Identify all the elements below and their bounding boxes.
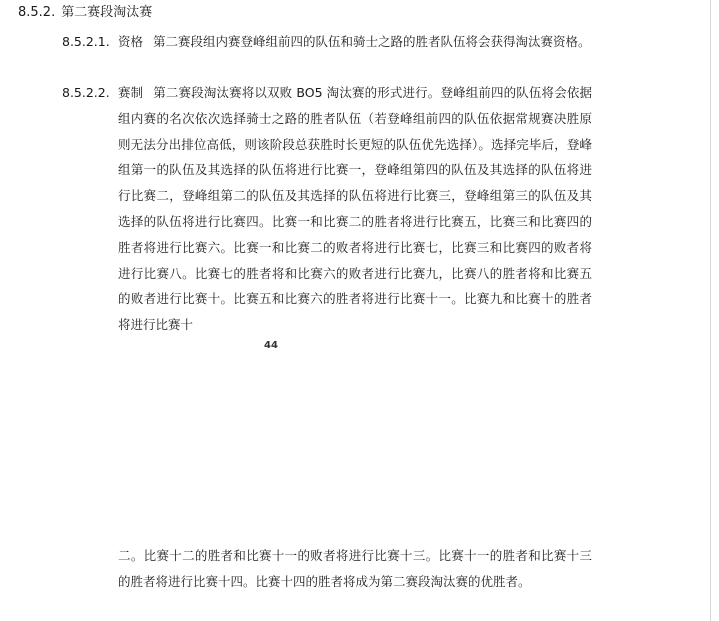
clause-number: 8.5.2.2.	[62, 85, 110, 100]
page-edge-divider	[710, 0, 711, 621]
section-title: 第二赛段淘汰赛	[61, 5, 153, 20]
section-heading	[18, 4, 152, 22]
clause-format	[62, 80, 592, 338]
section-number: 8.5.2.	[18, 5, 56, 20]
clause-qualification	[62, 29, 592, 54]
clause-body	[118, 80, 592, 338]
clause-number: 8.5.2.1.	[62, 34, 110, 49]
clause-term: 赛制	[118, 85, 144, 100]
clause-body	[118, 29, 592, 54]
clause-text: 第二赛段淘汰赛将以双败 BO5 淘汰赛的形式进行。登峰组前四的队伍将会依据组内赛的名次依次选择骑士之路的胜者队伍（若登峰组前四的队伍依据常规赛决胜原则无法分出排位高低，则该阶段总获胜时长更短的队伍优先选择）。选择完毕后，登峰组第一的队伍及其选择的队伍将进行比赛一，登峰组第四的队伍及其选择的队伍将进行比赛二，登峰组第二的队伍及其选择的队伍将进行比赛三，登峰组第三的队伍及其选择的队伍将进行比赛四。比赛一和比赛二的胜者将进行比赛五，比赛三和比赛四的胜者将进行比赛六。比赛一和比赛二的败者将进行比赛七，比赛三和比赛四的败者将进行比赛八。比赛七的胜者将和比赛六的败者进行比赛九，比赛八的胜者将和比赛五的败者进行比赛十。比赛五和比赛六的胜者将进行比赛十一。比赛九和比赛十的胜者将进行比赛十	[118, 85, 592, 333]
continuation-paragraph: 二。比赛十二的胜者和比赛十一的败者将进行比赛十三。比赛十一的胜者和比赛十三的胜者将进行比赛十四。比赛十四的胜者将成为第二赛段淘汰赛的优胜者。	[118, 548, 592, 589]
clause-term: 资格	[118, 34, 144, 49]
page-number: 44	[264, 340, 278, 351]
clause-text: 第二赛段组内赛登峰组前四的队伍和骑士之路的胜者队伍将会获得淘汰赛资格。	[153, 34, 591, 49]
